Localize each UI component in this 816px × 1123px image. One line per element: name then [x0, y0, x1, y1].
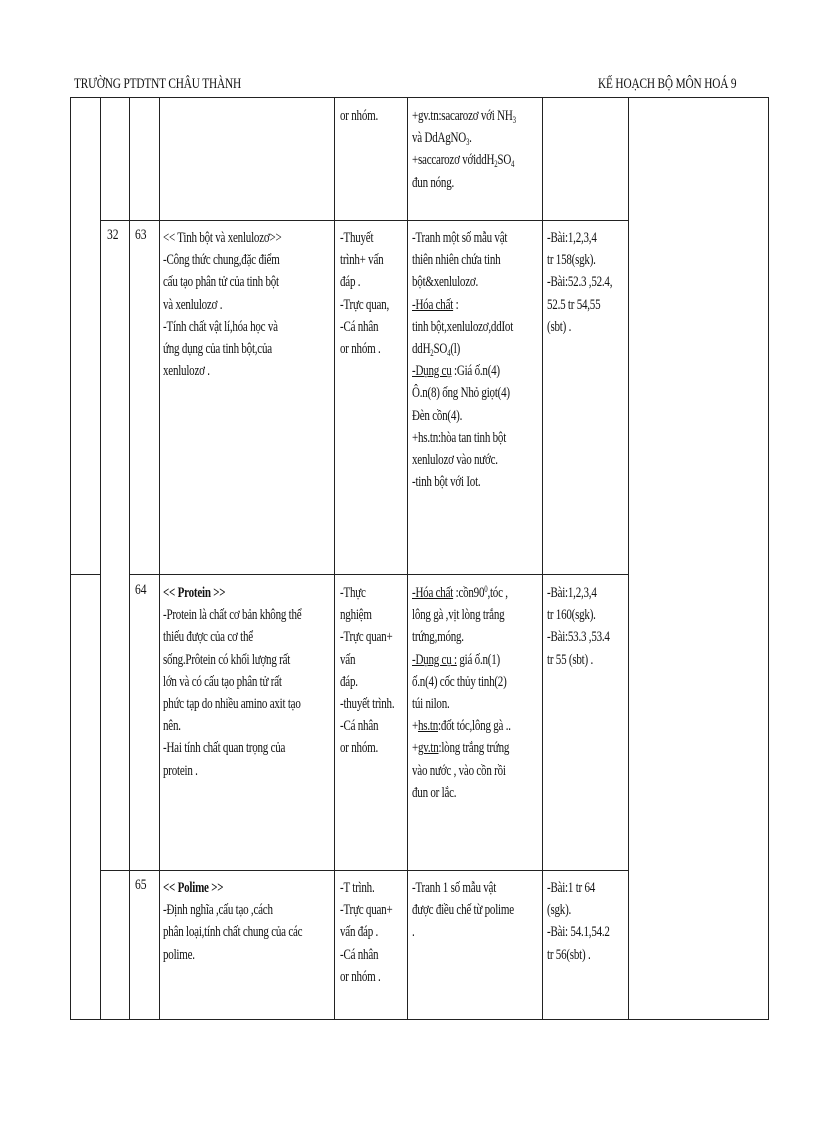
- row-divider: [70, 574, 100, 575]
- method-line: -T trình.: [340, 880, 375, 896]
- exercise-line: -Bài:53.3 ,53.4: [547, 629, 610, 646]
- method-line: -Thuyết: [340, 230, 374, 246]
- method-line: -Trực quan+: [340, 902, 393, 919]
- content-title: << Tinh bột và xenlulozơ>>: [163, 230, 282, 246]
- equipment-line: vào nước , vào cồn rồi: [412, 762, 506, 779]
- exercise-line: -Bài:52.3 ,52.4,: [547, 274, 613, 291]
- equipment-line: túi nilon.: [412, 696, 450, 713]
- method-line: -Thực: [340, 585, 366, 601]
- equipment-line: lông gà ,vịt lòng trắng: [412, 607, 505, 624]
- equipment-line: bột&xenlulozơ.: [412, 274, 479, 291]
- equipment-line: tinh bột,xenlulozơ,ddIot: [412, 318, 514, 335]
- content-line: phân loại,tính chất chung của các: [163, 924, 303, 941]
- equipment-line: +gv.tn:sacarozơ với $NH_3$: [412, 108, 516, 125]
- content-line: và xenlulozơ .: [163, 296, 223, 313]
- method-line: -thuyết trình.: [340, 696, 395, 713]
- method-line: -Trực quan,: [340, 296, 389, 313]
- column-divider: [159, 97, 160, 1020]
- lesson-63-method: [340, 227, 389, 360]
- method-line: vấn: [340, 651, 356, 668]
- school-name: TRƯỜNG PTDTNT CHÂU THÀNH: [74, 76, 242, 92]
- content-line: phức tạp do nhiều amino axit tạo: [163, 696, 301, 713]
- method-line: or nhóm.: [340, 108, 378, 124]
- method-line: đáp .: [340, 274, 361, 291]
- equipment-line: -tinh bột với Iot.: [412, 474, 481, 491]
- content-line: polime.: [163, 946, 195, 963]
- table-border-right: [768, 97, 769, 1020]
- lesson-number: 63: [135, 227, 147, 243]
- equipment-line: +saccarozơ $vớiddH_2SO_4$: [412, 152, 515, 170]
- method-line: -Cá nhân: [340, 946, 379, 963]
- cont-method: [340, 105, 378, 127]
- content-line: -Định nghĩa ,cấu tạo ,cách: [163, 902, 273, 919]
- plan-title: KẾ HOẠCH BỘ MÔN HOÁ 9: [598, 76, 737, 92]
- content-line: nên.: [163, 718, 181, 735]
- content-line: thiếu được của cơ thể: [163, 629, 253, 646]
- cont-equipment: [412, 105, 516, 194]
- equipment-line: Ô.n(8) ống Nhỏ giọt(4): [412, 385, 510, 402]
- lesson-63-equipment: [412, 227, 513, 493]
- column-divider: [334, 97, 335, 1020]
- week-number: 32: [107, 227, 119, 243]
- method-line: or nhóm .: [340, 968, 381, 985]
- equipment-line: và DdAgNO$_3$.: [412, 130, 472, 148]
- table-border-bottom: [70, 1019, 768, 1020]
- method-line: trình+ vấn: [340, 252, 384, 269]
- equipment-line: -Hóa chất $:cồn90^0,tóc$ ,: [412, 584, 508, 601]
- content-line: lớn và có cấu tạo phân tử rất: [163, 673, 282, 690]
- method-line: -Cá nhân: [340, 718, 379, 735]
- content-line: cấu tạo phân tử của tinh bột: [163, 274, 279, 291]
- row-divider: [129, 574, 628, 575]
- content-line: -Protein là chất cơ bản không thể: [163, 607, 302, 624]
- method-line: nghiệm: [340, 607, 372, 624]
- exercise-line: tr 160(sgk).: [547, 607, 596, 624]
- exercise-line: -Bài:1,2,3,4: [547, 585, 597, 601]
- lesson-63-exercises: [547, 227, 612, 338]
- row-divider: [100, 220, 628, 221]
- lesson-65-content: [163, 877, 302, 966]
- method-line: or nhóm .: [340, 341, 381, 358]
- method-line: vấn đáp .: [340, 924, 379, 941]
- exercise-line: 52.5 tr 54,55: [547, 296, 601, 313]
- equipment-line: thiên nhiên chứa tinh: [412, 252, 501, 269]
- equipment-line: được điều chế từ polime: [412, 902, 514, 919]
- equipment-line: trứng,móng.: [412, 629, 464, 646]
- method-line: -Trực quan+: [340, 629, 393, 646]
- content-line: ứng dụng của tinh bột,của: [163, 341, 272, 358]
- row-divider: [100, 870, 628, 871]
- equipment-line: -Dụng cụ : giá ố.n(1): [412, 651, 500, 668]
- exercise-line: (sbt) .: [547, 318, 572, 335]
- lesson-65-method: [340, 877, 392, 988]
- exercise-line: -Bài:1,2,3,4: [547, 230, 597, 246]
- equipment-line: đun nóng.: [412, 174, 455, 191]
- column-divider: [129, 97, 130, 1020]
- equipment-line: xenlulozơ vào nước.: [412, 452, 498, 469]
- equipment-line: .: [412, 924, 415, 941]
- column-divider: [407, 97, 408, 1020]
- content-line: -Tính chất vật lí,hóa học và: [163, 318, 278, 335]
- exercise-line: -Bài:1 tr 64: [547, 880, 596, 896]
- content-line: -Hai tính chất quan trọng của: [163, 740, 286, 757]
- column-divider: [100, 97, 101, 1020]
- method-line: or nhóm.: [340, 740, 378, 757]
- lesson-63-content: [163, 227, 281, 382]
- equipment-line: -Hóa chất :: [412, 296, 459, 313]
- content-title: << Polime >>: [163, 880, 224, 896]
- equipment-line: Đèn cồn(4).: [412, 407, 463, 424]
- equipment-line: +gv.tn:lòng trắng trứng: [412, 740, 510, 757]
- equipment-line: +hs.tn:đốt tóc,lông gà ..: [412, 718, 511, 735]
- equipment-line: +hs.tn:hòa tan tinh bột: [412, 429, 507, 446]
- lesson-65-equipment: [412, 877, 514, 944]
- lesson-65-exercises: [547, 877, 610, 966]
- equipment-line: -Dụng cụ :Giá ố.n(4): [412, 363, 500, 380]
- exercise-line: -Bài: 54.1,54.2: [547, 924, 610, 941]
- lesson-plan-table: [70, 97, 768, 1020]
- equipment-line: ố.n(4) cốc thủy tinh(2): [412, 673, 507, 690]
- content-line: xenlulozơ .: [163, 363, 210, 380]
- exercise-line: (sgk).: [547, 902, 572, 919]
- content-line: sống.Prôtein có khối lượng rất: [163, 651, 291, 668]
- column-divider: [542, 97, 543, 1020]
- lesson-64-content: [163, 582, 301, 782]
- exercise-line: tr 56(sbt) .: [547, 946, 591, 963]
- lesson-number: 65: [135, 877, 147, 893]
- method-line: -Cá nhân: [340, 318, 379, 335]
- lesson-64-equipment: [412, 582, 511, 804]
- exercise-line: tr 55 (sbt) .: [547, 651, 594, 668]
- equipment-line: -Tranh 1 số mẫu vật: [412, 880, 497, 896]
- table-border-top: [70, 97, 768, 98]
- exercise-line: tr 158(sgk).: [547, 252, 596, 269]
- content-title: << Protein >>: [163, 585, 226, 601]
- lesson-64-exercises: [547, 582, 610, 671]
- lesson-number: 64: [135, 582, 147, 598]
- content-line: protein .: [163, 762, 198, 779]
- content-line: -Công thức chung,đặc điểm: [163, 252, 280, 269]
- equipment-line: đun or lắc.: [412, 784, 457, 801]
- table-border-left: [70, 97, 71, 1020]
- method-line: đáp.: [340, 673, 358, 690]
- equipment-line: $ddH_2SO_4(l)$: [412, 341, 461, 359]
- lesson-64-method: [340, 582, 394, 760]
- equipment-line: -Tranh một số mẫu vật: [412, 230, 508, 246]
- column-divider: [628, 97, 629, 1020]
